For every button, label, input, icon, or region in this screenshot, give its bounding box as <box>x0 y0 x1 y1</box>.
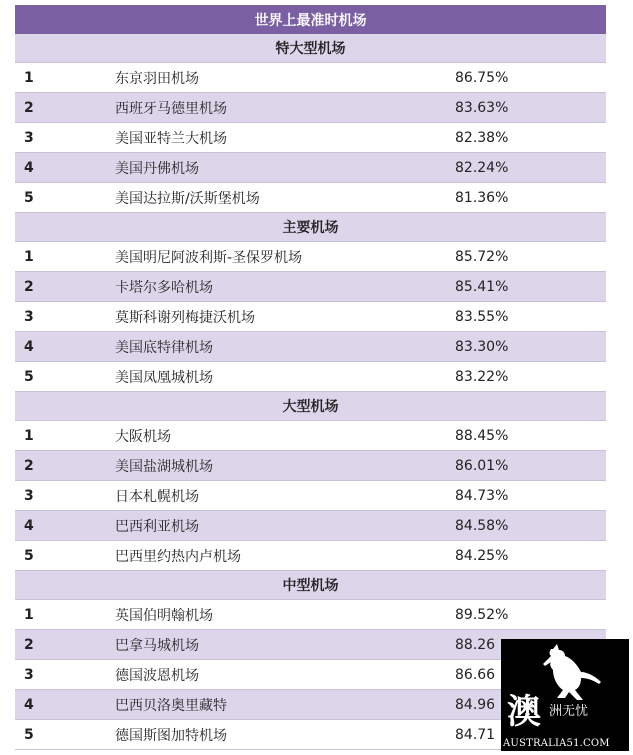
airport-name-cell: 巴拿马城机场 <box>115 637 199 654</box>
on-time-percent-cell: 85.41% <box>455 278 509 295</box>
on-time-percent-cell: 88.45% <box>455 427 509 444</box>
on-time-percent-cell: 88.26 <box>455 636 496 653</box>
on-time-percent-cell: 89.52% <box>455 606 509 623</box>
rank-cell: 3 <box>24 129 34 146</box>
rank-cell: 4 <box>24 517 34 534</box>
rank-cell: 5 <box>24 726 34 743</box>
airport-name-cell: 美国盐湖城机场 <box>115 458 213 475</box>
rank-cell: 3 <box>24 487 34 504</box>
rank-cell: 1 <box>24 248 34 265</box>
table-row <box>15 511 606 541</box>
airport-name-cell: 美国凤凰城机场 <box>115 369 213 386</box>
on-time-percent-cell: 85.72% <box>455 248 509 265</box>
on-time-percent-cell: 84.25% <box>455 547 509 564</box>
watermark-domain: AUSTRALIA51.COM <box>503 738 610 749</box>
on-time-percent-cell: 83.30% <box>455 338 509 355</box>
table-row <box>15 63 606 93</box>
section-heading: 特大型机场 <box>15 34 606 63</box>
airport-name-cell: 日本札幌机场 <box>115 488 199 505</box>
rank-cell: 4 <box>24 696 34 713</box>
airport-name-cell: 大阪机场 <box>115 428 171 445</box>
section-heading: 中型机场 <box>15 571 606 600</box>
airport-name-cell: 美国丹佛机场 <box>115 160 199 177</box>
on-time-percent-cell: 86.01% <box>455 457 509 474</box>
table-row <box>15 302 606 332</box>
on-time-percent-cell: 84.71 <box>455 726 496 743</box>
on-time-percent-cell: 86.75% <box>455 69 509 86</box>
table-row <box>15 451 606 481</box>
on-time-percent-cell: 84.96 <box>455 696 496 713</box>
table-row <box>15 242 606 272</box>
rank-cell: 2 <box>24 99 34 116</box>
rank-cell: 3 <box>24 666 34 683</box>
table-row <box>15 541 606 571</box>
airport-name-cell: 巴西贝洛奥里藏特 <box>115 697 227 714</box>
airport-name-cell: 莫斯科谢列梅捷沃机场 <box>115 309 255 326</box>
airport-name-cell: 德国波恩机场 <box>115 667 199 684</box>
airport-name-cell: 美国明尼阿波利斯-圣保罗机场 <box>115 249 303 266</box>
table-row <box>15 272 606 302</box>
rank-cell: 2 <box>24 636 34 653</box>
rank-cell: 2 <box>24 457 34 474</box>
on-time-percent-cell: 82.38% <box>455 129 509 146</box>
on-time-percent-cell: 84.73% <box>455 487 509 504</box>
watermark-big-char: 澳 <box>507 692 541 732</box>
table-row <box>15 153 606 183</box>
on-time-percent-cell: 86.66 <box>455 666 496 683</box>
on-time-percent-cell: 83.63% <box>455 99 509 116</box>
table-row <box>15 421 606 451</box>
rank-cell: 4 <box>24 159 34 176</box>
on-time-percent-cell: 84.58% <box>455 517 509 534</box>
airport-name-cell: 卡塔尔多哈机场 <box>115 279 213 296</box>
watermark-logo <box>501 639 629 751</box>
airport-name-cell: 德国斯图加特机场 <box>115 727 227 744</box>
rank-cell: 1 <box>24 606 34 623</box>
airport-name-cell: 巴西里约热内卢机场 <box>115 548 241 565</box>
airport-name-cell: 美国底特律机场 <box>115 339 213 356</box>
table-row <box>15 332 606 362</box>
rank-cell: 2 <box>24 278 34 295</box>
rank-cell: 4 <box>24 338 34 355</box>
table-row <box>15 362 606 392</box>
airport-name-cell: 英国伯明翰机场 <box>115 607 213 624</box>
table-row <box>15 481 606 511</box>
airport-name-cell: 巴西利亚机场 <box>115 518 199 535</box>
rank-cell: 1 <box>24 427 34 444</box>
section-heading: 大型机场 <box>15 392 606 421</box>
on-time-percent-cell: 82.24% <box>455 159 509 176</box>
on-time-percent-cell: 83.22% <box>455 368 509 385</box>
table-title: 世界上最准时机场 <box>15 5 606 34</box>
on-time-percent-cell: 81.36% <box>455 189 509 206</box>
airport-name-cell: 美国亚特兰大机场 <box>115 130 227 147</box>
watermark-small-text: 洲无忧 <box>549 704 589 719</box>
airport-name-cell: 西班牙马德里机场 <box>115 100 227 117</box>
rank-cell: 5 <box>24 189 34 206</box>
rank-cell: 5 <box>24 547 34 564</box>
table-row <box>15 93 606 123</box>
rank-cell: 5 <box>24 368 34 385</box>
rank-cell: 1 <box>24 69 34 86</box>
airport-name-cell: 东京羽田机场 <box>115 70 199 87</box>
table-row <box>15 183 606 213</box>
on-time-percent-cell: 83.55% <box>455 308 509 325</box>
section-heading: 主要机场 <box>15 213 606 242</box>
airport-name-cell: 美国达拉斯/沃斯堡机场 <box>115 190 260 207</box>
rank-cell: 3 <box>24 308 34 325</box>
table-row <box>15 600 606 630</box>
table-row <box>15 123 606 153</box>
